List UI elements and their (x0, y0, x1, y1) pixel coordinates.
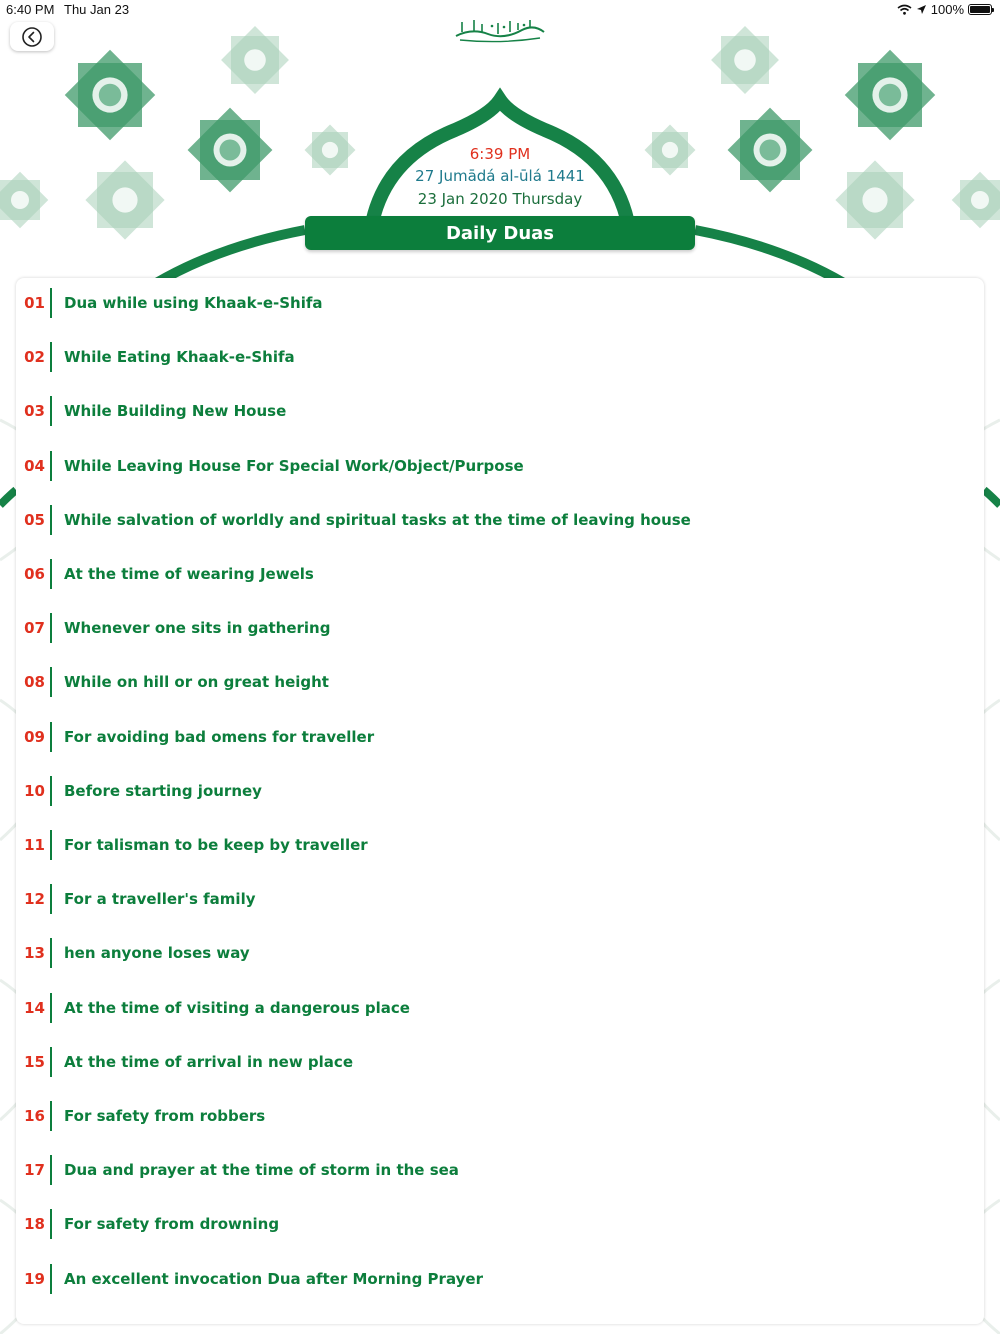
bismillah-calligraphy-icon (452, 14, 548, 44)
dua-title: For a traveller's family (64, 890, 256, 909)
dua-divider (50, 613, 52, 643)
dua-list-item[interactable] (16, 495, 984, 549)
dua-divider (50, 1209, 52, 1239)
dua-divider (50, 451, 52, 481)
dua-title: For avoiding bad omens for traveller (64, 727, 375, 746)
dua-list-item[interactable] (16, 332, 984, 386)
dua-list-item[interactable] (16, 874, 984, 928)
dua-number: 10 (24, 781, 45, 800)
dua-list-item[interactable] (16, 657, 984, 711)
dua-list-item[interactable] (16, 820, 984, 874)
chevron-left-circle-icon (21, 26, 43, 48)
dua-divider (50, 938, 52, 968)
dua-divider (50, 559, 52, 589)
hijri-date: 27 Jumādá al-ūlá 1441 (415, 167, 585, 185)
dua-divider (50, 1264, 52, 1294)
dua-number: 17 (24, 1161, 45, 1180)
dua-list-item[interactable] (16, 278, 984, 332)
dua-title: At the time of arrival in new place (64, 1052, 353, 1071)
dua-title: While salvation of worldly and spiritual tasks at the time of leaving house (64, 510, 691, 529)
dua-title: For safety from robbers (64, 1107, 266, 1125)
dua-title: For safety from drowning (64, 1215, 280, 1234)
dua-title: While Leaving House For Special Work/Object/Purpose (64, 456, 524, 475)
dua-divider (50, 288, 52, 318)
dua-number: 02 (24, 348, 45, 367)
gregorian-date: 23 Jan 2020 Thursday (417, 190, 583, 208)
dua-number: 11 (24, 836, 45, 854)
dua-number: 18 (24, 1215, 45, 1234)
page-title: Daily Duas (305, 216, 695, 250)
dua-number: 01 (24, 294, 45, 312)
dua-title: For talisman to be keep by traveller (64, 836, 368, 854)
dua-list-item[interactable] (16, 386, 984, 440)
dua-list-item[interactable] (16, 1037, 984, 1091)
dua-title: Dua and prayer at the time of storm in the sea (64, 1161, 459, 1180)
dua-number: 14 (24, 998, 45, 1017)
dua-list-item[interactable] (16, 712, 984, 766)
dua-divider (50, 342, 52, 372)
dua-number: 08 (24, 673, 45, 692)
dua-divider (50, 667, 52, 697)
dua-divider (50, 1155, 52, 1185)
dua-title: An excellent invocation Dua after Morning Prayer (64, 1269, 483, 1288)
dua-list-item[interactable] (16, 549, 984, 603)
back-button[interactable] (10, 22, 54, 51)
dua-title: At the time of visiting a dangerous place (64, 998, 410, 1017)
dua-number: 03 (24, 402, 45, 421)
dua-divider (50, 993, 52, 1023)
duas-list-card[interactable] (16, 278, 984, 1324)
dua-title: While on hill or on great height (64, 673, 329, 692)
dua-title: While Building New House (64, 402, 287, 421)
dua-number: 05 (24, 510, 45, 529)
wifi-icon (897, 4, 912, 15)
battery-percent: 100% (930, 2, 964, 17)
dua-list-item[interactable] (16, 983, 984, 1037)
dua-divider (50, 884, 52, 914)
dua-divider (50, 776, 52, 806)
dua-list-item[interactable] (16, 1199, 984, 1253)
dua-list-item[interactable] (16, 766, 984, 820)
dua-number: 09 (24, 727, 45, 746)
dua-number: 12 (24, 890, 45, 909)
dua-title: At the time of wearing Jewels (64, 565, 314, 583)
dua-list-item[interactable] (16, 928, 984, 982)
location-arrow-icon (916, 4, 927, 15)
status-time: 6:40 PM (6, 2, 55, 17)
dua-divider (50, 1047, 52, 1077)
dua-divider (50, 505, 52, 535)
dua-title: Before starting journey (64, 781, 262, 800)
dua-number: 16 (24, 1107, 45, 1125)
dua-list-item[interactable] (16, 1091, 984, 1145)
dua-number: 07 (24, 619, 45, 638)
dua-list-item[interactable] (16, 603, 984, 657)
dua-list-item[interactable] (16, 1145, 984, 1199)
dua-title: hen anyone loses way (64, 944, 250, 963)
status-indicators (897, 2, 992, 17)
dua-divider (50, 830, 52, 860)
dua-title: Whenever one sits in gathering (64, 619, 331, 638)
battery-icon (968, 4, 992, 15)
dua-divider (50, 722, 52, 752)
dua-divider (50, 1101, 52, 1131)
dua-number: 06 (24, 565, 45, 583)
dua-list-item[interactable] (16, 441, 984, 495)
dua-title: While Eating Khaak-e-Shifa (64, 348, 295, 367)
dua-number: 04 (24, 456, 45, 475)
dua-list-item[interactable] (16, 1254, 984, 1308)
status-date: Thu Jan 23 (64, 2, 130, 17)
current-time: 6:39 PM (469, 145, 531, 163)
dua-number: 15 (24, 1052, 45, 1071)
dua-divider (50, 396, 52, 426)
dua-title: Dua while using Khaak-e-Shifa (64, 294, 323, 312)
dua-number: 19 (24, 1269, 45, 1288)
dua-number: 13 (24, 944, 45, 963)
